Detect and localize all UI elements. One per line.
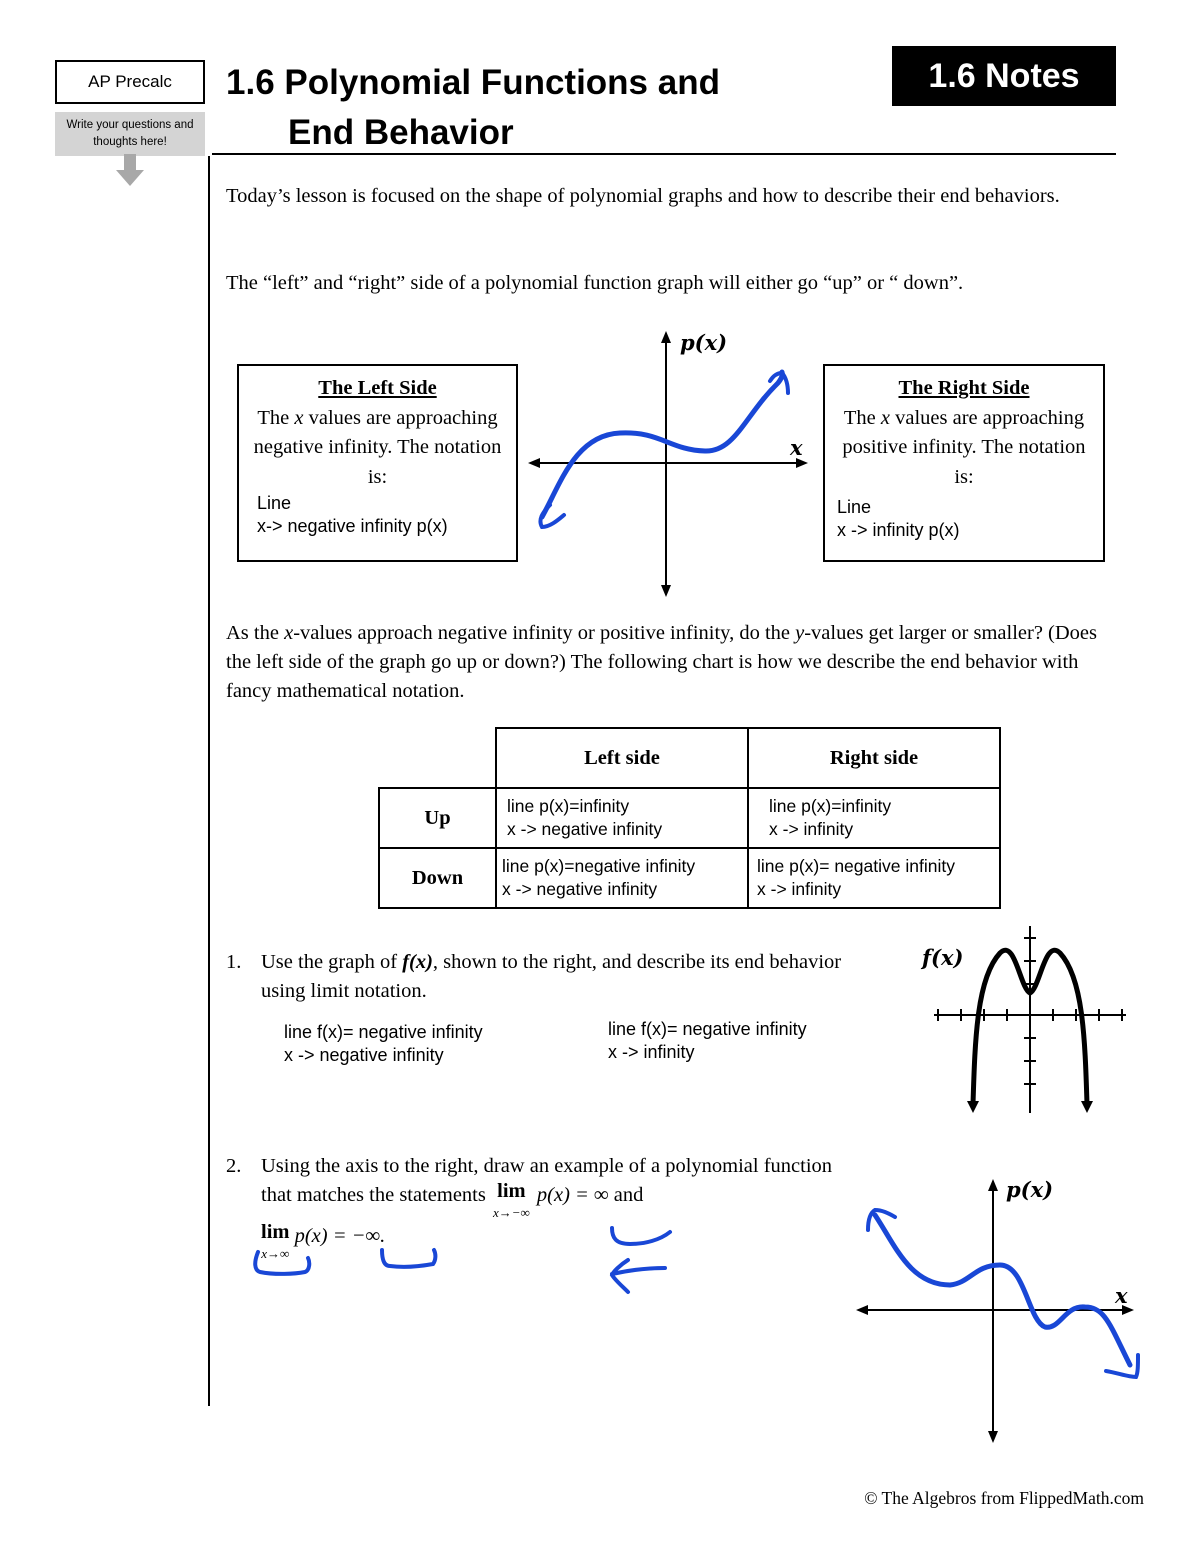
- q1-text-b: , shown to the right, and describe its end behavior using limit notation.: [261, 951, 842, 1002]
- q2-drawn-curve: [875, 1215, 1130, 1365]
- cell-line: x -> infinity: [769, 819, 854, 839]
- left-side-var: x: [294, 406, 304, 429]
- q1-text-a: Use the graph of: [261, 951, 398, 973]
- graph1-x-label: x: [790, 435, 803, 460]
- down-arrow-icon: [116, 154, 144, 186]
- header-divider: [212, 153, 1116, 155]
- q1-ans-right-line1: line f(x)= negative infinity: [608, 1019, 807, 1039]
- qp-x-var: x: [284, 622, 294, 644]
- q2-number: 2.: [226, 1155, 242, 1177]
- left-side-text: [239, 404, 516, 493]
- notes-badge: 1.6 Notes: [892, 46, 1116, 106]
- cell-line: x -> negative infinity: [507, 819, 663, 839]
- table-cell: [748, 848, 1000, 908]
- q2-and: and: [613, 1184, 644, 1206]
- table-cell: [496, 788, 748, 848]
- right-side-text: [825, 404, 1103, 493]
- q2-y-arrow-up: [988, 1179, 998, 1191]
- copyright: © The Algebros from FlippedMath.com: [864, 1488, 1144, 1508]
- q1-text: [261, 948, 861, 1006]
- bracket-mark: [382, 1250, 435, 1267]
- q2-graph-y-label: p(x): [1006, 1177, 1054, 1202]
- y-axis-arrow-down: [661, 585, 671, 597]
- title-line-1: 1.6 Polynomial Functions and: [226, 63, 720, 102]
- left-side-text-a: The: [257, 406, 290, 429]
- qp-y-var: y: [795, 622, 805, 644]
- end-behavior-graph: [520, 325, 820, 600]
- cell-line: line p(x)=infinity: [769, 796, 892, 816]
- q2-text: [261, 1152, 851, 1223]
- q2-lim-sub-2: x→∞: [261, 1246, 290, 1261]
- q2-right-arrowhead: [1106, 1355, 1138, 1377]
- q1-ans-right-line2: x -> infinity: [608, 1042, 695, 1062]
- q2-graph: [850, 1175, 1150, 1450]
- left-arrow-icon: [612, 1260, 665, 1292]
- intro-paragraph: Today’s lesson is focused on the shape of polynomial graphs and how to describe their end behaviors.: [226, 185, 1060, 207]
- row-label-down: Down: [379, 848, 496, 908]
- table-cell: [748, 788, 1000, 848]
- q1-right-arrow-icon: [1081, 1101, 1093, 1113]
- course-label: AP Precalc: [55, 60, 205, 104]
- q2-limit-1: [493, 1181, 530, 1223]
- cell-line: x -> infinity: [757, 879, 842, 899]
- qp-b: -values approach negative infinity or positive infinity, do the: [293, 622, 790, 644]
- q1-left-arrow-icon: [967, 1101, 979, 1113]
- right-side-var: x: [880, 406, 890, 429]
- qp-c: -values get larger or smaller? (Does the left side of the graph go up or down?) The following chart is how we describe the end behavior with fancy mathematical notation.: [226, 622, 1097, 702]
- q2-lim-word: lim: [497, 1180, 526, 1202]
- left-hand-line1: Line: [257, 493, 292, 513]
- sidebar-note: Write your questions and thoughts here!: [55, 112, 205, 156]
- q2-expr-2: p(x) = −∞.: [294, 1225, 386, 1247]
- q2-x-arrow-left: [856, 1305, 868, 1315]
- table-row: [379, 848, 1000, 908]
- q1-graph: [920, 918, 1135, 1118]
- q1-ans-left-line1: line f(x)= negative infinity: [284, 1022, 483, 1042]
- left-side-text-b: values are approaching negative infinity. The notation is:: [253, 406, 502, 488]
- right-side-title: The Right Side: [898, 377, 1030, 399]
- q2-expr-1: p(x) = ∞: [536, 1184, 609, 1206]
- margin-divider: [208, 156, 210, 1406]
- table-header-right: Right side: [748, 728, 1000, 788]
- right-hand-line1: Line: [837, 497, 872, 517]
- end-behavior-table: [378, 727, 1001, 909]
- bracket-mark: [255, 1252, 309, 1274]
- right-side-text-b: values are approaching positive infinity. The notation is:: [842, 406, 1086, 488]
- x-axis-arrow-left: [528, 458, 540, 468]
- qp-a: As the: [226, 622, 279, 644]
- q2-text-a: Using the axis to the right, draw an example of a polynomial function that matches the statements: [261, 1155, 833, 1206]
- left-hand-line2: x-> negative infinity p(x): [257, 516, 448, 536]
- q1-fx: f(x): [402, 951, 433, 973]
- q2-lim-word-2: lim: [261, 1221, 290, 1243]
- q1-graph-label: f(x): [922, 945, 964, 970]
- left-right-paragraph: The “left” and “right” side of a polynomial function graph will either go “up” or “ down”.: [226, 272, 964, 294]
- graph1-y-label: p(x): [680, 330, 728, 355]
- q1-answer-left: [284, 1021, 483, 1067]
- page-title: [226, 58, 720, 158]
- table-row: [379, 788, 1000, 848]
- left-side-box: [237, 364, 518, 562]
- y-axis-arrow-up: [661, 331, 671, 343]
- right-side-box: [823, 364, 1105, 562]
- right-hand-line2: x -> infinity p(x): [837, 520, 960, 540]
- left-side-handwritten: [239, 492, 516, 538]
- q1-answer-right: [608, 1018, 807, 1064]
- right-side-handwritten: [825, 496, 1103, 542]
- q2-hand-marks: [240, 1220, 690, 1305]
- row-label-up: Up: [379, 788, 496, 848]
- graph1-curve: [542, 372, 782, 517]
- cell-line: line p(x)=infinity: [507, 796, 630, 816]
- question-paragraph: [226, 619, 1106, 706]
- q1-ans-left-line2: x -> negative infinity: [284, 1045, 444, 1065]
- cell-line: x -> negative infinity: [502, 879, 658, 899]
- right-side-text-a: The: [843, 406, 876, 429]
- q1-number: 1.: [226, 951, 242, 973]
- cell-line: line p(x)= negative infinity: [757, 856, 955, 876]
- bracket-mark: [612, 1228, 670, 1244]
- table-cell: [496, 848, 748, 908]
- q2-y-arrow-down: [988, 1431, 998, 1443]
- left-side-title: The Left Side: [318, 377, 437, 399]
- cell-line: line p(x)=negative infinity: [502, 856, 696, 876]
- q2-graph-x-label: x: [1115, 1283, 1128, 1308]
- title-line-2: End Behavior: [288, 113, 514, 152]
- table-header-left: Left side: [496, 728, 748, 788]
- q2-lim-sub-1: x→−∞: [492, 1205, 530, 1220]
